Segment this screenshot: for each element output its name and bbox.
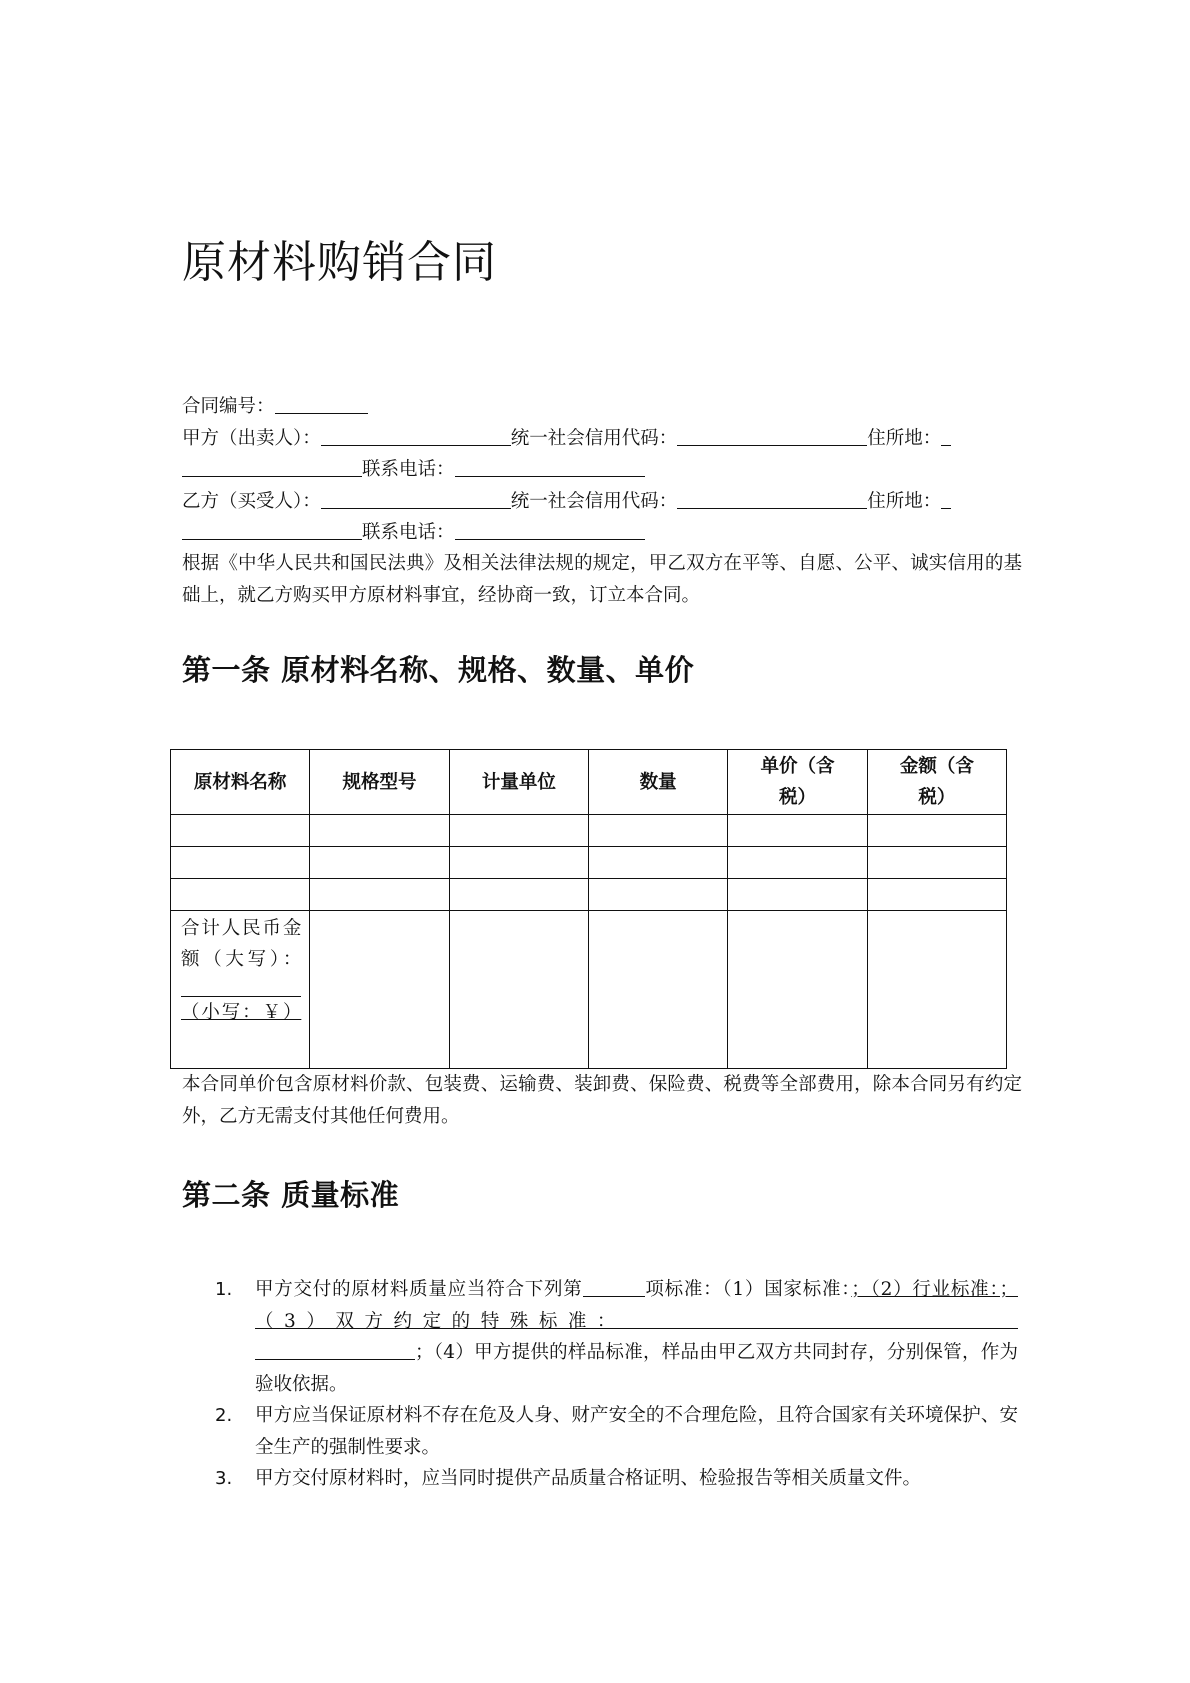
contract-no-line bbox=[182, 391, 1022, 423]
special-standard-blank[interactable] bbox=[626, 1307, 1018, 1329]
col-header-spec: 规格型号 bbox=[310, 750, 449, 815]
section1-heading: 第一条 原材料名称、规格、数量、单价 bbox=[182, 653, 695, 687]
list-item bbox=[215, 1274, 1018, 1400]
table-cell[interactable] bbox=[728, 815, 867, 847]
party-a-line bbox=[182, 423, 1022, 455]
table-cell[interactable] bbox=[171, 847, 310, 879]
party-b-name-blank[interactable] bbox=[321, 487, 511, 509]
table-header-row bbox=[171, 750, 1007, 815]
party-a-phone-blank[interactable] bbox=[455, 455, 645, 477]
table-cell[interactable] bbox=[728, 879, 867, 911]
total-prefix: 合计人民币金额（大写）： bbox=[181, 918, 302, 970]
quality-item1-text: 项标准：（1）国家标准： bbox=[644, 1279, 852, 1300]
party-b-line bbox=[182, 486, 1022, 518]
party-a-address-label: 住所地： bbox=[867, 427, 942, 449]
price-note-paragraph: 本合同单价包含原材料价款、包装费、运输费、装卸费、保险费、税费等全部费用，除本合同另有约定外，乙方无需支付其他任何费用。 bbox=[182, 1074, 1022, 1127]
party-a-credit-label: 统一社会信用代码： bbox=[510, 427, 678, 449]
table-cell[interactable] bbox=[867, 847, 1006, 879]
table-row bbox=[171, 815, 1007, 847]
table-cell[interactable] bbox=[728, 911, 867, 1069]
materials-table bbox=[170, 749, 1007, 1069]
party-b-phone-blank[interactable] bbox=[455, 518, 645, 540]
party-b-credit-label: 统一社会信用代码： bbox=[510, 490, 678, 512]
party-info bbox=[182, 391, 1022, 549]
table-row bbox=[171, 847, 1007, 879]
party-b-address-blank-start[interactable] bbox=[941, 487, 951, 509]
table-cell[interactable] bbox=[728, 847, 867, 879]
list-item bbox=[215, 1463, 1018, 1495]
party-a-phone-label: 联系电话： bbox=[362, 459, 455, 480]
party-b-address-blank[interactable] bbox=[182, 518, 362, 540]
table-cell[interactable] bbox=[867, 879, 1006, 911]
quality-item1-text: 甲方交付的原材料质量应当符合下列第 bbox=[255, 1279, 583, 1300]
party-a-address-blank[interactable] bbox=[182, 455, 362, 477]
party-a-address-blank-start[interactable] bbox=[941, 424, 951, 446]
table-row bbox=[171, 879, 1007, 911]
party-a-label: 甲方（出卖人）： bbox=[182, 427, 321, 449]
party-b-label: 乙方（买受人）： bbox=[182, 490, 321, 512]
total-suffix: （小写：￥） bbox=[181, 1002, 302, 1023]
table-cell[interactable] bbox=[171, 815, 310, 847]
party-b-phone-label: 联系电话： bbox=[362, 522, 455, 543]
col-header-unit-price: 单价（含税） bbox=[728, 750, 867, 815]
section2-heading: 第二条 质量标准 bbox=[182, 1178, 400, 1212]
table-cell[interactable] bbox=[867, 815, 1006, 847]
table-cell[interactable] bbox=[449, 911, 588, 1069]
col-header-unit: 计量单位 bbox=[449, 750, 588, 815]
total-uppercase-blank[interactable] bbox=[181, 975, 301, 997]
list-item-number: 1. bbox=[215, 1279, 233, 1300]
table-cell[interactable] bbox=[449, 879, 588, 911]
table-cell[interactable] bbox=[310, 847, 449, 879]
party-a-credit-blank[interactable] bbox=[677, 424, 867, 446]
party-b-credit-blank[interactable] bbox=[677, 487, 867, 509]
list-item bbox=[215, 1400, 1018, 1463]
quality-item3-text: 甲方交付原材料时，应当同时提供产品质量合格证明、检验报告等相关质量文件。 bbox=[255, 1468, 922, 1489]
intro-paragraph: 根据《中华人民共和国民法典》及相关法律法规的规定，甲乙双方在平等、自愿、公平、诚实信用的基础上，就乙方购买甲方原材料事宜，经协商一致，订立本合同。 bbox=[182, 553, 1022, 606]
table-cell[interactable] bbox=[310, 815, 449, 847]
party-a-name-blank[interactable] bbox=[321, 424, 511, 446]
list-item-number: 3. bbox=[215, 1468, 233, 1489]
table-total-row bbox=[171, 911, 1007, 1069]
col-header-quantity: 数量 bbox=[588, 750, 727, 815]
party-b-address-label: 住所地： bbox=[867, 490, 942, 512]
table-cell[interactable] bbox=[588, 879, 727, 911]
quality-item1-text: ；（4）甲方提供的样品标准，样品由甲乙双方共同封存，分别保管，作为验收依据。 bbox=[255, 1342, 1018, 1395]
quality-item1-text: ；（3）双方约定的特殊标准： bbox=[255, 1279, 1018, 1332]
table-cell[interactable] bbox=[449, 847, 588, 879]
list-item-number: 2. bbox=[215, 1405, 233, 1426]
standard-choice-blank[interactable] bbox=[583, 1275, 645, 1297]
col-header-material-name: 原材料名称 bbox=[171, 750, 310, 815]
table-cell[interactable] bbox=[588, 815, 727, 847]
party-b-line-2 bbox=[182, 517, 1022, 549]
contract-no-blank[interactable] bbox=[275, 392, 368, 414]
table-cell[interactable] bbox=[449, 815, 588, 847]
table-cell[interactable] bbox=[588, 847, 727, 879]
party-a-line-2 bbox=[182, 454, 1022, 486]
table-cell[interactable] bbox=[310, 911, 449, 1069]
document-title: 原材料购销合同 bbox=[182, 237, 497, 288]
special-standard-blank-2[interactable] bbox=[255, 1338, 415, 1360]
quality-item1-text: ；（2）行业标准： bbox=[851, 1279, 1000, 1300]
table-cell[interactable] bbox=[867, 911, 1006, 1069]
table-cell[interactable] bbox=[588, 911, 727, 1069]
quality-item2-text: 甲方应当保证原材料不存在危及人身、财产安全的不合理危险，且符合国家有关环境保护、安全生产的强制性要求。 bbox=[255, 1405, 1018, 1458]
col-header-amount: 金额（含税） bbox=[867, 750, 1006, 815]
quality-list bbox=[215, 1274, 1018, 1495]
total-amount-cell[interactable] bbox=[171, 911, 310, 1069]
table-cell[interactable] bbox=[310, 879, 449, 911]
table-cell[interactable] bbox=[171, 879, 310, 911]
contract-no-label: 合同编号： bbox=[182, 396, 275, 417]
